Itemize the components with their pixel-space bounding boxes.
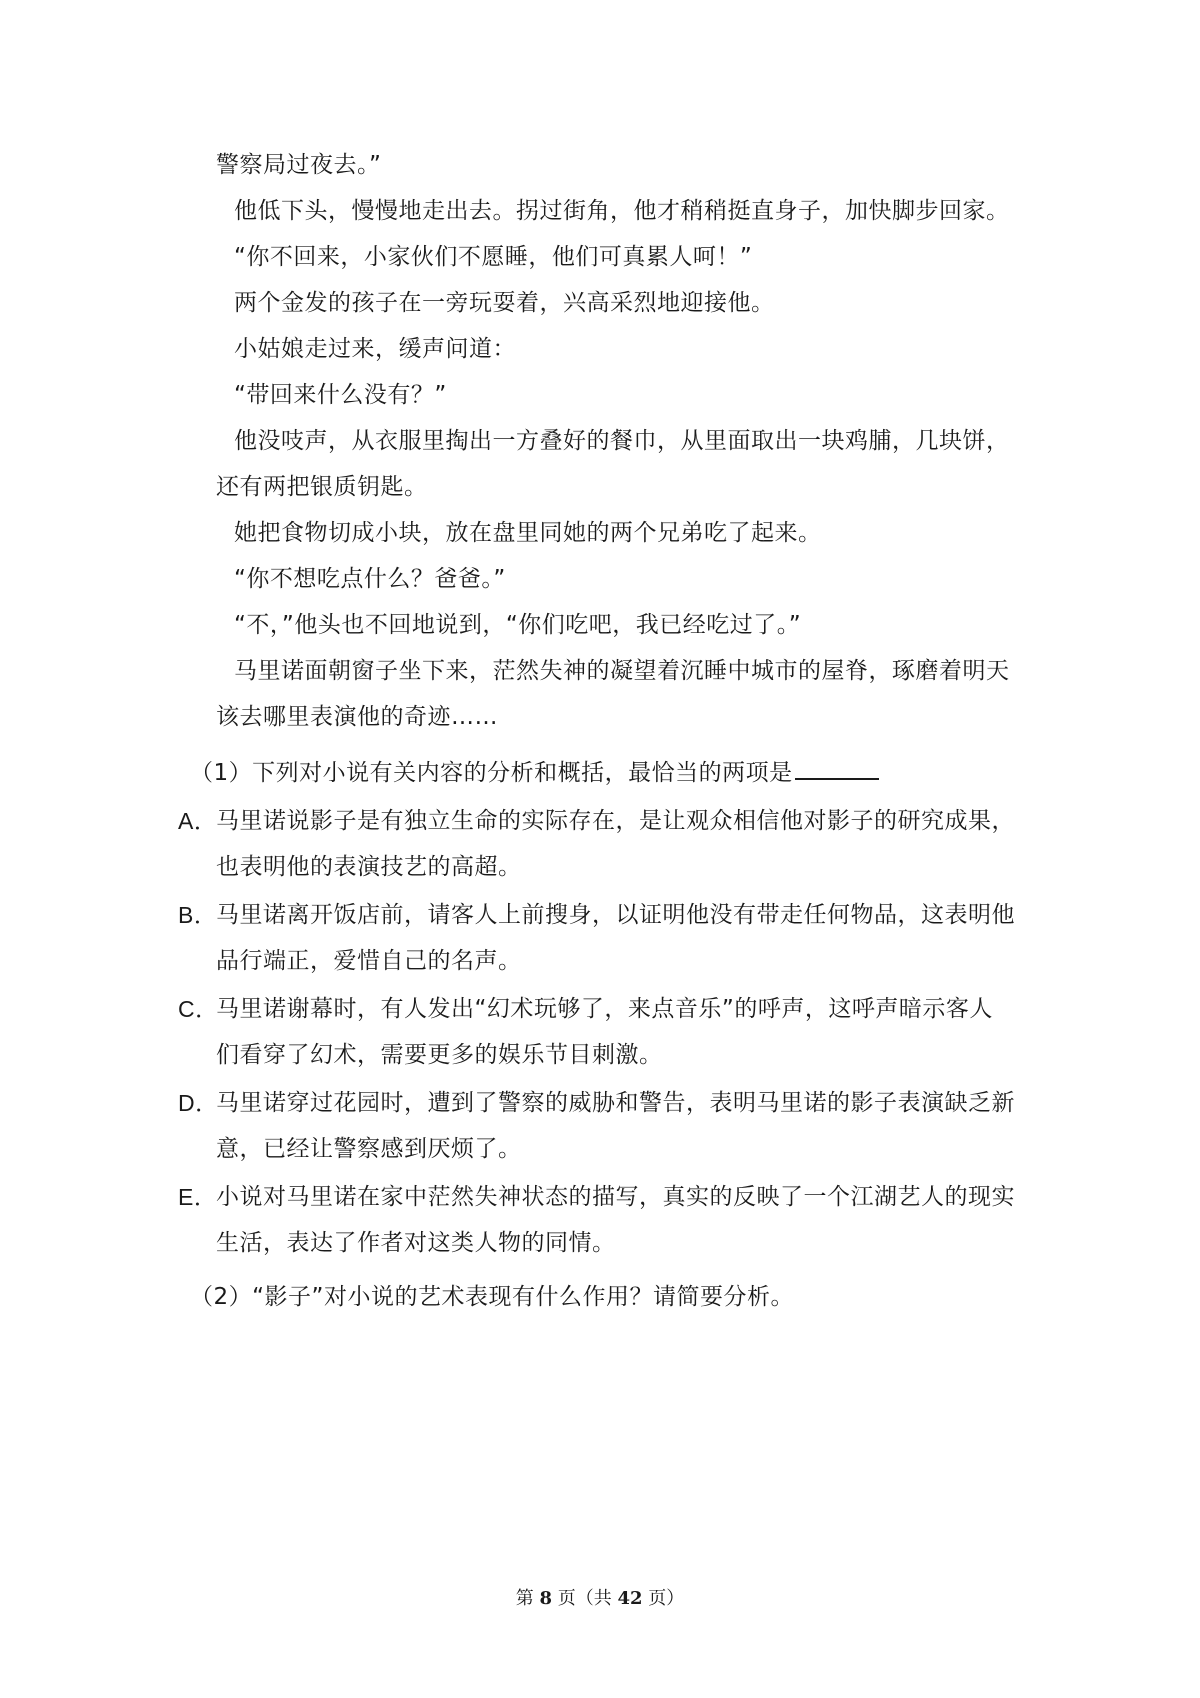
option-text: 马里诺说影子是有独立生命的实际存在，是让观众相信他对影子的研究成果，也表明他的表演技艺的高超。 [216,808,1015,880]
footer-suffix: 页） [648,1588,685,1609]
option-e [178,1174,1016,1266]
footer-middle: 页（共 [557,1588,612,1609]
option-text: 马里诺穿过花园时，遭到了警察的威胁和警告，表明马里诺的影子表演缺乏新意，已经让警察感到厌烦了。 [216,1090,1015,1162]
passage-paragraph: 马里诺面朝窗子坐下来，茫然失神的凝望着沉睡中城市的屋脊，琢磨着明天该去哪里表演他的奇迹…… [216,658,1010,730]
option-b [178,892,1016,984]
passage-paragraph: “不，”他头也不回地说到，“你们吃吧，我已经吃过了。” [234,612,802,638]
footer-page-number: 8 [539,1588,552,1609]
question-2: （2）“影子”对小说的艺术表现有什么作用？请简要分析。 [190,1284,794,1310]
option-text: 马里诺谢幕时，有人发出“幻术玩够了，来点音乐”的呼声，这呼声暗示客人们看穿了幻术，需要更多的娱乐节目刺激。 [216,996,993,1068]
passage-paragraph: 两个金发的孩子在一旁玩耍着，兴高采烈地迎接他。 [234,290,775,316]
passage-paragraph: 警察局过夜去。” [216,152,382,178]
passage-paragraph: “带回来什么没有？” [234,382,447,408]
question-1 [190,748,1016,796]
option-text: 马里诺离开饭店前，请客人上前搜身，以证明他没有带走任何物品，这表明他品行端正，爱惜自己的名声。 [216,902,1015,974]
option-letter: A． [178,808,218,834]
question-1-label: （1）下列对小说有关内容的分析和概括，最恰当的两项是 [190,760,793,786]
page-footer [0,1584,1200,1610]
option-letter: E． [178,1184,218,1210]
option-d [178,1080,1016,1172]
passage-paragraph: 小姑娘走过来，缓声问道： [234,336,516,362]
option-a [178,798,1016,890]
option-text: 小说对马里诺在家中茫然失神状态的描写，真实的反映了一个江湖艺人的现实生活，表达了作者对这类人物的同情。 [216,1184,1015,1256]
answer-blank [795,748,879,780]
passage-paragraph: 他没吱声，从衣服里掏出一方叠好的餐巾，从里面取出一块鸡脯，几块饼，还有两把银质钥匙。 [216,428,1010,500]
option-letter: D． [178,1090,219,1116]
passage-paragraph: “你不回来，小家伙们不愿睡，他们可真累人呵！” [234,244,753,270]
option-c [178,986,1016,1078]
passage-paragraph: 他低下头，慢慢地走出去。拐过街角，他才稍稍挺直身子，加快脚步回家。 [234,198,1010,224]
passage-paragraph: “你不想吃点什么？爸爸。” [234,566,506,592]
page-content [178,142,1016,1320]
option-letter: B． [178,902,218,928]
option-letter: C． [178,996,219,1022]
passage-paragraph: 她把食物切成小块，放在盘里同她的两个兄弟吃了起来。 [234,520,822,546]
footer-prefix: 第 [515,1588,534,1609]
footer-total-pages: 42 [617,1588,643,1609]
